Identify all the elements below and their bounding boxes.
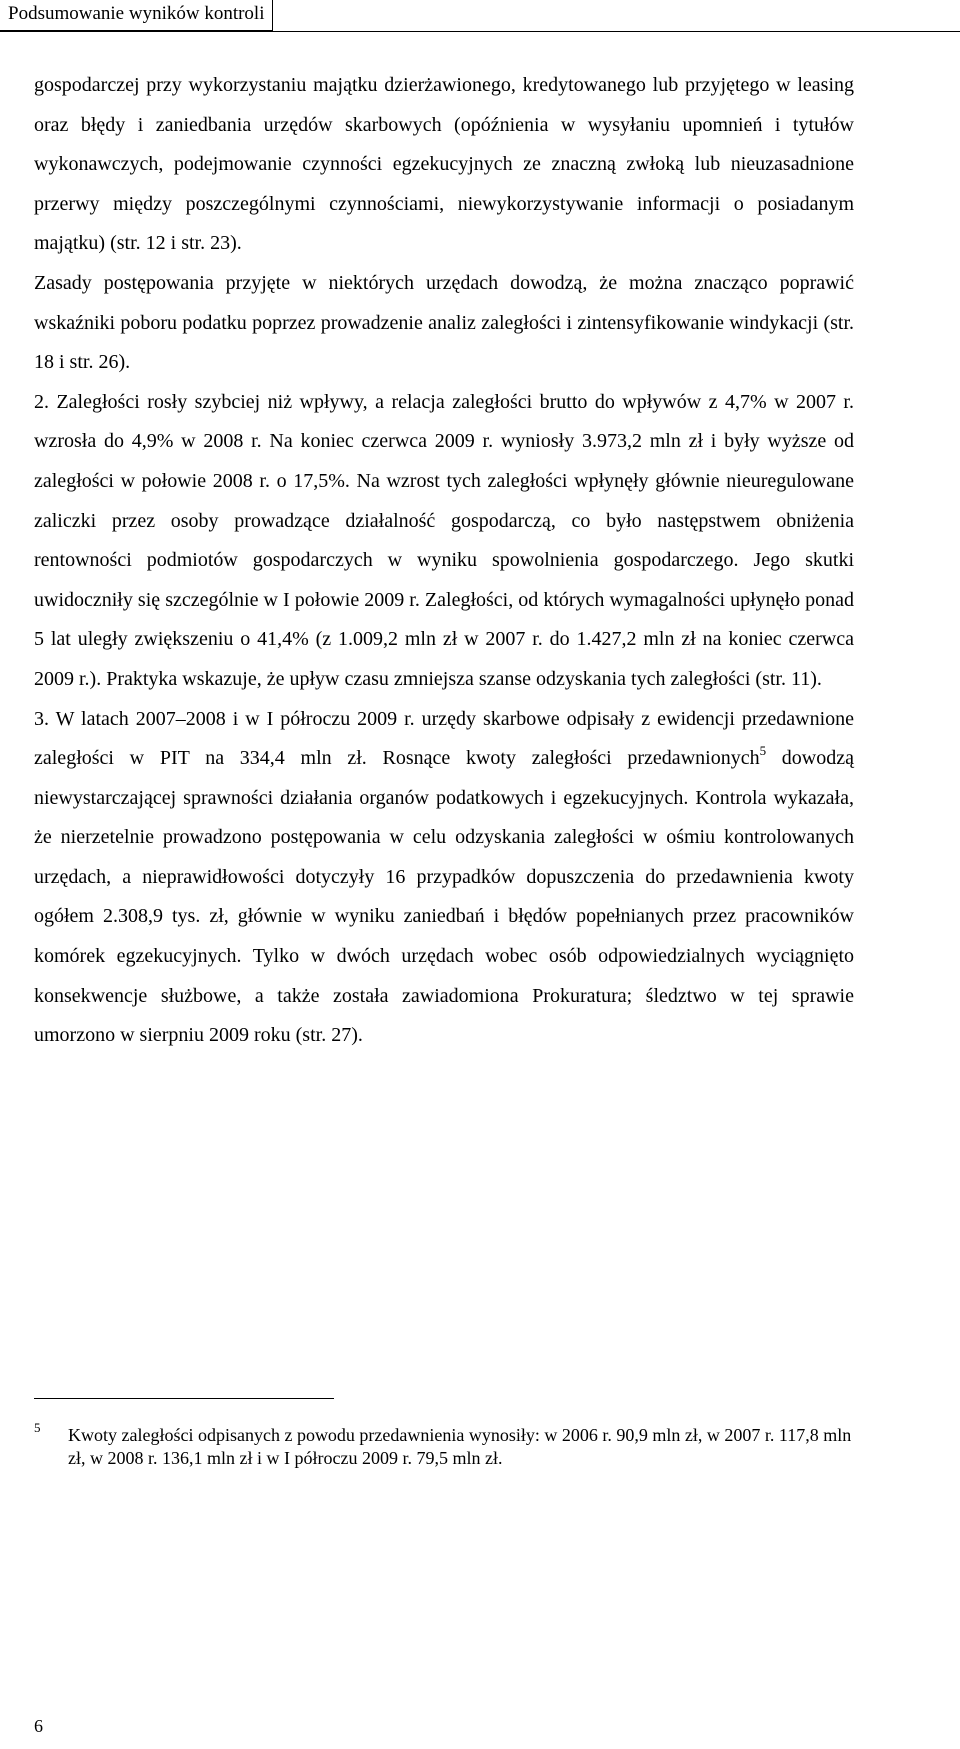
- footnote-separator: [34, 1398, 334, 1399]
- paragraph-1: gospodarczej przy wykorzystaniu majątku dzierżawionego, kredytowanego lub przyjętego w leasing oraz błędy i zaniedbania urzędów skarbowych (opóźnienia w wysyłaniu upomnień i tytułów wykonawczych, podejmowanie czynności egzekucyjnych ze znaczną zwłoką lub nieuzasadnione przerwy między poszczególnymi czynnościami, niewykorzystywanie informacji o posiadanym majątku) (str. 12 i str. 23).: [34, 74, 854, 255]
- paragraph-point-3-text-a: 3. W latach 2007–2008 i w I półroczu 2009 r. urzędy skarbowe odpisały z ewidencji przedawnione zaległości w PIT na 334,4 mln zł. Rosnące kwoty zaległości przedawnionych: [34, 707, 854, 770]
- page-number: 6: [34, 1716, 43, 1736]
- footnote-number: 5: [34, 1420, 41, 1435]
- main-text: [34, 66, 854, 1056]
- running-header: [0, 0, 273, 31]
- paragraph-point-3-text-b: dowodzą niewystarczającej sprawności działania organów podatkowych i egzekucyjnych. Kontrola wykazała, że nierzetelnie prowadzono postępowania w celu odzyskania zaległości w ośmiu kontrolowanych urzędach, a nieprawidłowości dotyczyły 16 przypadków dopuszczenia do przedawnienia kwoty ogółem 2.308,9 tys. zł, głównie w wyniku zaniedbań i błędów popełnianych przez pracowników komórek egzekucyjnych. Tylko w dwóch urzędach wobec osób odpowiedzialnych wyciągnięto konsekwencje służbowe, a także została zawiadomiona Prokuratura; śledztwo w tej sprawie umorzono w sierpniu 2009 roku (str. 27).: [34, 747, 854, 1047]
- paragraph-point-3: [34, 700, 854, 1056]
- footnote-reference[interactable]: 5: [759, 743, 767, 759]
- running-header-title: Podsumowanie wyników kontroli: [8, 3, 265, 24]
- header-rule: [0, 31, 960, 32]
- paragraph-2: Zasady postępowania przyjęte w niektórych urzędach dowodzą, że można znacząco poprawić wskaźniki poboru podatku poprzez prowadzenie analiz zaległości i zintensyfikowanie windykacji (str. 18 i str. 26).: [34, 271, 854, 374]
- paragraph-point-2: 2. Zaległości rosły szybciej niż wpływy, a relacja zaległości brutto do wpływów z 4,7% w 2007 r. wzrosła do 4,9% w 2008 r. Na koniec czerwca 2009 r. wyniosły 3.973,2 mln zł i były wyższe od zaległości w połowie 2008 r. o 17,5%. Na wzrost tych zaległości wpłynęły głównie nieuregulowane zaliczki przez osoby prowadzące działalność gospodarczą, co było następstwem obniżenia rentowności podmiotów gospodarczych w wyniku spowolnienia gospodarczego. Jego skutki uwidoczniły się szczególnie w I połowie 2009 r. Zaległości, od których wymagalności upłynęło ponad 5 lat uległy zwiększeniu o 41,4% (z 1.009,2 mln zł w 2007 r. do 1.427,2 mln zł na koniec czerwca 2009 r.). Praktyka wskazuje, że upływ czasu zmniejsza szanse odzyskania tych zaległości (str. 11).: [34, 390, 854, 690]
- footnote: [34, 1420, 856, 1470]
- footnote-text: Kwoty zaległości odpisanych z powodu przedawnienia wynosiły: w 2006 r. 90,9 mln zł, w 2007 r. 117,8 mln zł, w 2008 r. 136,1 mln zł i w I półroczu 2009 r. 79,5 mln zł.: [68, 1425, 852, 1468]
